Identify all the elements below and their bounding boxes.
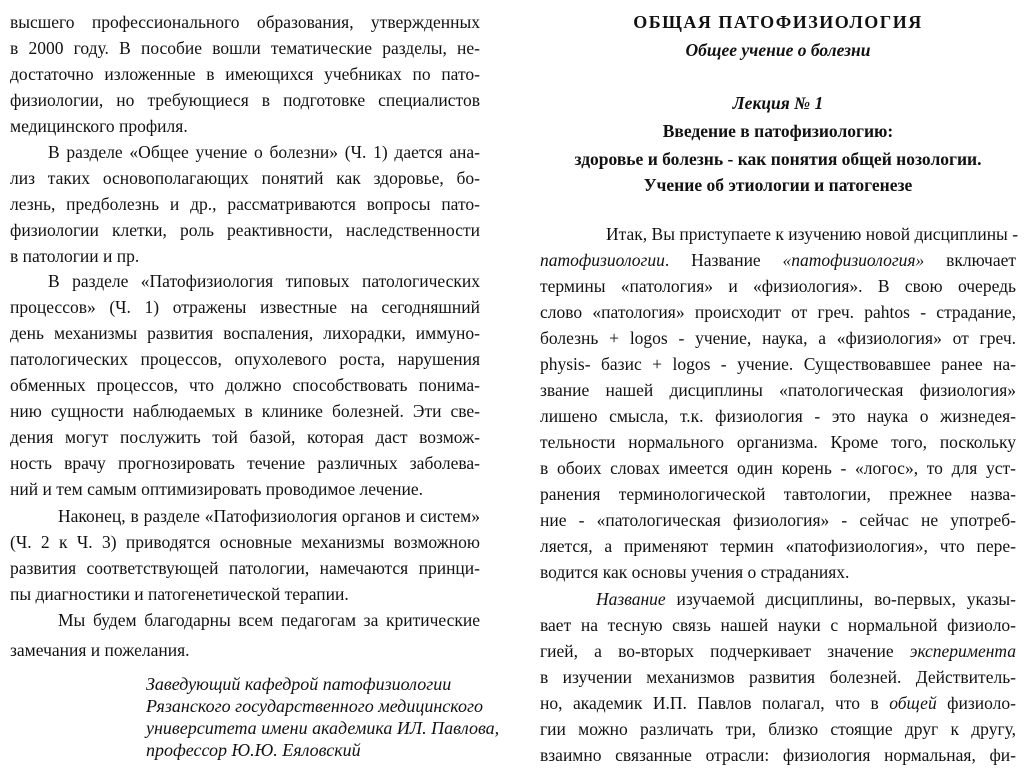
book-subtitle: Общее учение о болезни: [685, 40, 871, 60]
text-segment: . Название: [664, 250, 783, 270]
lecture-number: Лекция № 1: [732, 93, 824, 113]
term-name: Название: [596, 589, 666, 609]
left-line-10: в патологии и пр.: [10, 246, 140, 266]
right-line-12: ние - «патологическая физиология» - сейчас не употреб-: [540, 510, 1016, 530]
left-line-23: пы диагностики и патогенетической терапии.: [10, 584, 349, 604]
right-line-11: ранения терминологической тавтологии, прежнее назва-: [540, 484, 1016, 504]
text-segment: физиоло-: [936, 693, 1016, 713]
right-line-13: ляется, а применяют термин «патофизиология», что пере-: [540, 536, 1016, 556]
term-experiment: эксперимента: [909, 641, 1016, 661]
lecture-title-3: Учение об этиологии и патогенезе: [643, 175, 913, 195]
right-line-6: physis- базис + logos - учение. Существовавшее ранее на-: [540, 354, 1016, 374]
left-line-11: В разделе «Патофизиология типовых патологических: [48, 271, 480, 291]
right-line-7: звание нашей дисциплины «патологическая физиология»: [540, 380, 1016, 400]
term-pathophysiology-quoted: «патофизиология»: [782, 250, 925, 270]
left-line-16: нию сущности наблюдаемых в клинике болезней. Эти све-: [10, 401, 480, 421]
left-line-5: медицинского профиля.: [10, 116, 188, 136]
left-line-18: ность врачу прогнозировать течение различных заболева-: [10, 453, 480, 473]
right-line-15: [596, 586, 1016, 612]
left-line-8: лезнь, предболезнь и др., рассматриваются вопросы пато-: [10, 194, 480, 214]
left-line-9: физиологии клетки, роль реактивности, наследственности: [10, 220, 480, 240]
left-line-22: развития соответствующей патологии, намечаются принци-: [10, 558, 480, 578]
signature-line-3: университета имени академика ИЛ. Павлова,: [146, 718, 500, 738]
right-line-14: водится как основы учения о страданиях.: [540, 562, 850, 582]
term-pathophysiology: патофизиологии: [540, 250, 665, 270]
left-line-19: ний и тем самым оптимизировать проводимое лечение.: [10, 479, 424, 499]
right-line-3: термины «патология» и «физиология». В свою очередь: [540, 276, 1016, 296]
left-line-12: процессов» (Ч. 1) отражены известные на сегодняшний: [10, 297, 480, 317]
signature-line-4: профессор Ю.Ю. Еяловский: [146, 740, 361, 760]
right-line-16: вает на тесную связь нашей науки с нормальной физиоло-: [540, 615, 1016, 635]
right-line-17: [540, 638, 1016, 664]
right-line-5: болезнь + logos - учение, наука, а «физиология» от греч.: [540, 328, 1016, 348]
left-line-7: лиз таких основополагающих понятий как здоровье, бо-: [10, 168, 480, 188]
right-line-18: в изучении механизмов развития болезней. Действитель-: [540, 667, 1016, 687]
right-line-2: [540, 247, 1016, 273]
signature-line-2: Рязанского государственного медицинского: [146, 696, 484, 716]
text-segment: гией, а во-вторых подчеркивает значение: [540, 641, 910, 661]
left-line-25: замечания и пожелания.: [10, 640, 190, 660]
signature-line-1: Заведующий кафедрой патофизиологии: [146, 674, 452, 694]
left-line-1: высшего профессионального образования, утвержденных: [10, 12, 480, 32]
left-line-2: в 2000 году. В пособие вошли тематические разделы, не-: [10, 38, 480, 58]
right-line-4: слово «патология» происходит от греч. pahtos - страдание,: [540, 302, 1016, 322]
right-line-1: Итак, Вы приступаете к изучению новой дисциплины -: [606, 224, 1019, 244]
lecture-title-1: Введение в патофизиологию:: [662, 121, 894, 141]
text-segment: включает: [924, 250, 1017, 270]
right-line-20: гии можно различать три, близко стоящие друг к другу,: [540, 719, 1016, 739]
term-general: общей: [889, 693, 937, 713]
lecture-title-2: здоровье и болезнь - как понятия общей нозологии.: [574, 149, 982, 169]
left-line-24: Мы будем благодарны всем педагогам за критические: [58, 610, 480, 630]
left-line-3: достаточно изложенные в имеющихся учебниках по пато-: [10, 64, 480, 84]
left-line-21: (Ч. 2 к Ч. 3) приводятся основные механизмы возможною: [10, 532, 480, 552]
right-line-10: в обоих словах имеется один корень - «логос», то для уст-: [540, 458, 1016, 478]
left-line-4: физиологии, но требующиеся в подготовке специалистов: [10, 90, 480, 110]
text-segment: изучаемой дисциплины, во-первых, указы-: [665, 589, 1016, 609]
book-title: ОБЩАЯ ПАТОФИЗИОЛОГИЯ: [633, 12, 923, 32]
left-line-14: патологических процессов, опухолевого роста, нарушения: [10, 349, 480, 369]
left-line-20: Наконец, в разделе «Патофизиология органов и систем»: [58, 506, 480, 526]
right-line-9: тельности нормального организма. Кроме того, поскольку: [540, 432, 1016, 452]
left-line-6: В разделе «Общее учение о болезни» (Ч. 1) дается ана-: [48, 142, 480, 162]
left-line-13: день механизмы развития воспаления, лихорадки, иммуно-: [10, 323, 480, 343]
right-line-8: лишено смысла, т.к. физиология - это наука о жизнедея-: [540, 406, 1016, 426]
right-line-19: [540, 690, 1016, 716]
right-line-21: взаимно связанные отрасли: физиология нормальная, фи-: [540, 745, 1016, 765]
left-line-17: дения могут послужить той базой, которая даст возмож-: [10, 427, 480, 447]
text-segment: но, академик И.П. Павлов полагал, что в: [540, 693, 890, 713]
left-line-15: обменных процессов, что должно способствовать понима-: [10, 375, 480, 395]
